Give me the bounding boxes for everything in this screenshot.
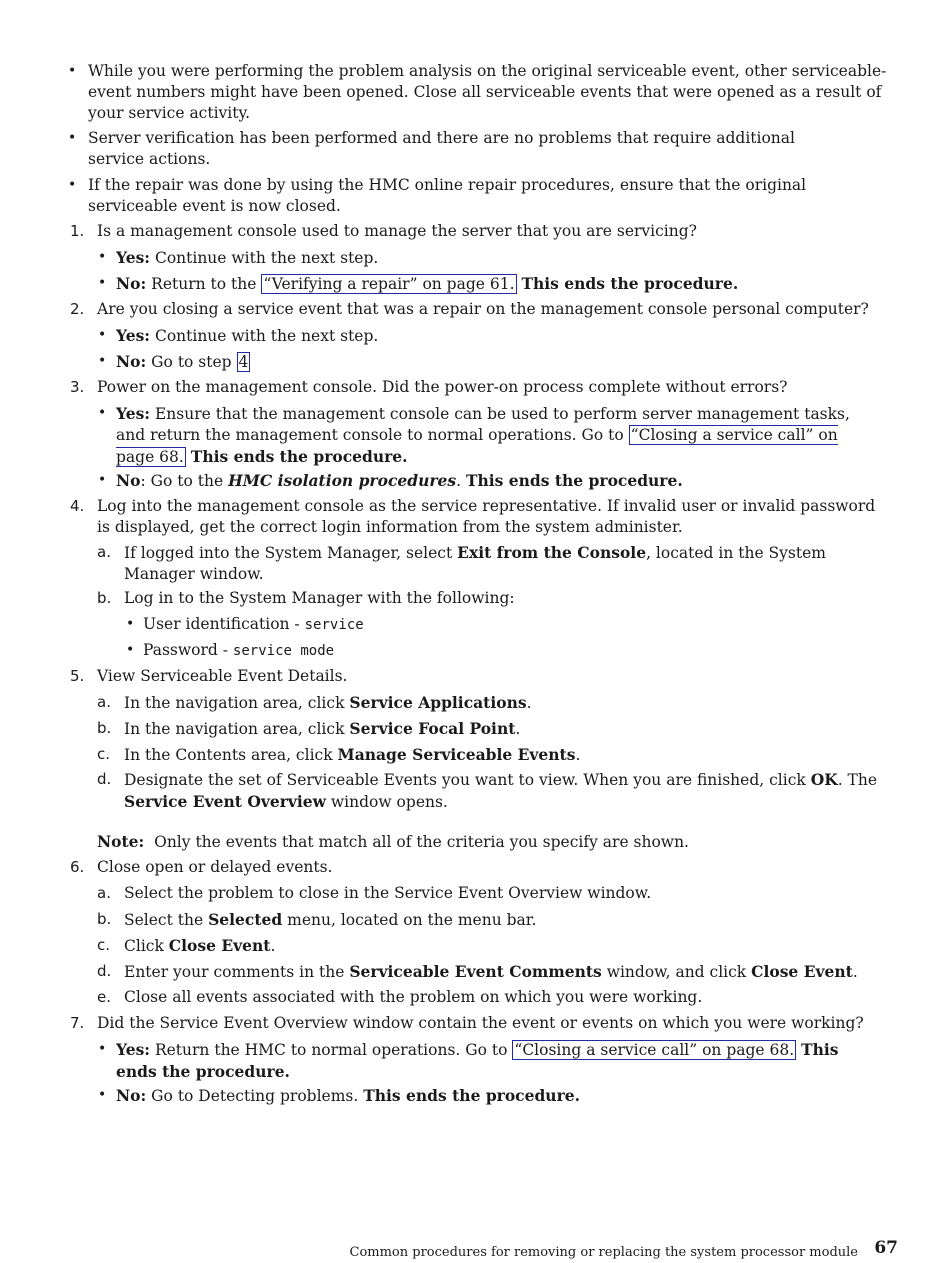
password: Password - service mode — [143, 641, 335, 659]
substep-marker: d. — [97, 962, 112, 980]
bullet-marker: • — [98, 249, 107, 265]
substep-marker: a. — [97, 693, 111, 711]
step-5b: In the navigation area, click Service Focal Point. — [124, 719, 521, 738]
bullet-marker: • — [98, 327, 107, 343]
intro-bullet-2: Server verification has been performed and there are no problems that require additional service actions. — [88, 129, 795, 168]
step-7-no: No: Go to Detecting problems. This ends the procedure. — [116, 1086, 580, 1105]
substep-marker: c. — [97, 936, 111, 954]
step-1-yes: Yes: Continue with the next step. — [116, 248, 379, 267]
substep-marker: e. — [97, 988, 111, 1006]
step-7-yes: Yes: Return the HMC to normal operations. Go to “Closing a service call” on page 68. This ends the procedure. — [116, 1040, 839, 1081]
step-number: 1. — [70, 222, 85, 240]
bullet-marker: • — [98, 472, 107, 488]
substep-marker: a. — [97, 884, 111, 902]
footer-title: Common procedures for removing or replacing the system processor module — [349, 1245, 858, 1260]
step-6a: Select the problem to close in the Service Event Overview window. — [124, 884, 652, 902]
step-6b: Select the Selected menu, located on the menu bar. — [124, 910, 537, 929]
substep-marker: b. — [97, 910, 112, 928]
step-number: 7. — [70, 1014, 85, 1032]
step-6e: Close all events associated with the problem on which you were working. — [124, 988, 703, 1006]
bullet-marker: • — [126, 616, 135, 632]
substep-marker: b. — [97, 589, 112, 607]
step-number: 6. — [70, 858, 85, 876]
step-1-no: No: Return to the “Verifying a repair” on page 61. This ends the procedure. — [116, 274, 739, 293]
step-number: 5. — [70, 667, 85, 685]
step-3-yes: Yes: Ensure that the management console can be used to perform server management tasks, and return the management console to normal operations. Go to “Closing a service call” on page 68. This ends the procedure. — [116, 404, 850, 466]
substep-marker: c. — [97, 745, 111, 763]
page-number: 67 — [874, 1238, 898, 1258]
closing-service-call-link[interactable]: “Closing a service call” on page 68. — [116, 426, 838, 466]
step-2-no: No: Go to step 4 — [116, 352, 249, 371]
step-7-text: Did the Service Event Overview window contain the event or events on which you were working? — [97, 1014, 864, 1032]
intro-bullet-3: If the repair was done by using the HMC online repair procedures, ensure that the original serviceable event is now closed. — [88, 176, 807, 215]
step-3-text: Power on the management console. Did the power-on process complete without errors? — [97, 378, 788, 396]
step-4b: Log in to the System Manager with the following: — [124, 589, 515, 607]
step-5-text: View Serviceable Event Details. — [97, 667, 348, 685]
bullet-marker: • — [126, 642, 135, 658]
substep-marker: d. — [97, 770, 112, 788]
step-6-text: Close open or delayed events. — [97, 858, 333, 876]
step-6d: Enter your comments in the Serviceable Event Comments window, and click Close Event. — [124, 962, 858, 981]
substep-marker: a. — [97, 543, 111, 561]
step-5a: In the navigation area, click Service Applications. — [124, 693, 532, 712]
bullet-marker: • — [68, 177, 77, 193]
note: Note: Only the events that match all of the criteria you specify are shown. — [97, 832, 689, 851]
closing-service-call-link[interactable]: “Closing a service call” on page 68. — [514, 1041, 795, 1059]
step-4-text: Log into the management console as the service representative. If invalid user or invalid password is displayed, get the correct login information from the system administer. — [97, 497, 876, 536]
substep-marker: b. — [97, 719, 112, 737]
verifying-repair-link[interactable]: “Verifying a repair” on page 61. — [263, 275, 515, 293]
bullet-marker: • — [98, 405, 107, 421]
bullet-marker: • — [98, 1087, 107, 1103]
step-2-yes: Yes: Continue with the next step. — [116, 326, 379, 345]
step-4a: If logged into the System Manager, select Exit from the Console, located in the System Manager window. — [124, 543, 826, 583]
step-number: 2. — [70, 300, 85, 318]
step-5d: Designate the set of Serviceable Events you want to view. When you are finished, click OK. The Service Event Overview window opens. — [124, 770, 878, 811]
bullet-marker: • — [98, 1041, 107, 1057]
bullet-marker: • — [98, 353, 107, 369]
step-number: 4. — [70, 497, 85, 515]
step-5c: In the Contents area, click Manage Serviceable Events. — [124, 745, 581, 764]
step-1-text: Is a management console used to manage the server that you are servicing? — [97, 222, 697, 240]
step-3-no: No: Go to the HMC isolation procedures. This ends the procedure. — [116, 471, 683, 490]
user-identification: User identification - service — [143, 615, 364, 633]
step-4-link[interactable]: 4 — [238, 353, 249, 371]
bullet-marker: • — [68, 63, 77, 79]
step-6c: Click Close Event. — [124, 936, 276, 955]
step-2-text: Are you closing a service event that was a repair on the management console personal computer? — [97, 300, 869, 318]
step-number: 3. — [70, 378, 85, 396]
intro-bullet-1: While you were performing the problem analysis on the original serviceable event, other serviceable-event numbers might have been opened. Close all serviceable events that were opened as a result of your service activity. — [88, 62, 887, 122]
bullet-marker: • — [68, 130, 77, 146]
bullet-marker: • — [98, 275, 107, 291]
